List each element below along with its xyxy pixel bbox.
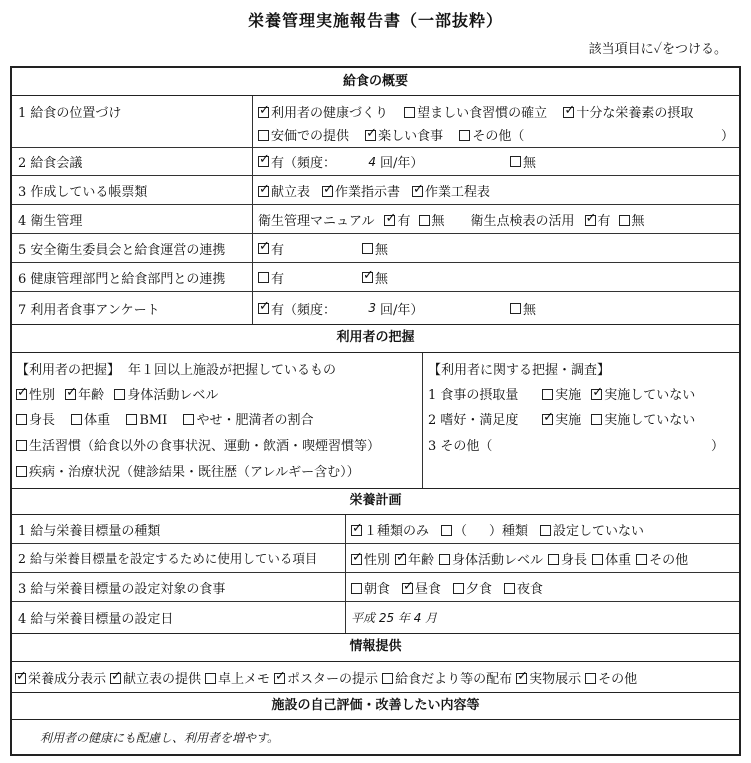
report-form <box>10 66 741 756</box>
option-not-set[interactable]: 設定していない <box>540 520 644 539</box>
row-label: 1 給食の位置づけ <box>12 96 253 147</box>
checkbox-checked[interactable] <box>258 303 269 314</box>
page-title: 栄養管理実施報告書（一部抜粋） <box>247 11 503 30</box>
row-kyushoku-health-dept: 6 健康管理部門と給食部門との連携 有 ✓ 無 <box>12 263 739 292</box>
meeting-count: 4 <box>368 154 377 169</box>
option-n-types[interactable]: （ ）種類 <box>441 520 528 539</box>
row-label: 1 給与栄養目標量の種類 <box>12 515 346 543</box>
checkbox[interactable] <box>636 554 647 565</box>
checkbox[interactable] <box>419 215 430 226</box>
survey-count: 3 <box>368 301 377 315</box>
option-habit[interactable]: 望ましい食習慣の確立 <box>404 102 547 121</box>
option-other[interactable]: その他 <box>585 668 637 687</box>
option-one-type[interactable]: ✓ １種類のみ <box>351 520 429 539</box>
checkbox[interactable] <box>540 525 551 536</box>
checkbox[interactable] <box>441 525 452 536</box>
option-sex[interactable]: ✓ 性別 <box>351 549 390 568</box>
row-kyushoku-forms <box>12 176 739 205</box>
option-breakfast[interactable]: 朝食 <box>351 578 390 597</box>
option-check-no[interactable]: 無 <box>619 210 645 229</box>
option-newsletter[interactable]: 給食だより等の配布 <box>382 668 512 687</box>
checkbox-checked[interactable] <box>362 272 373 283</box>
checkbox-checked[interactable] <box>274 673 285 684</box>
option-menu-provide[interactable]: ✓ 献立表の提供 <box>110 668 201 687</box>
checkbox[interactable] <box>459 130 470 141</box>
checkbox-checked[interactable] <box>258 107 269 118</box>
checkbox[interactable] <box>362 243 373 254</box>
option-cheap[interactable]: 安価での提供 <box>258 125 349 144</box>
checkbox[interactable] <box>16 466 27 477</box>
checkbox[interactable] <box>114 389 125 400</box>
checkbox[interactable] <box>351 583 362 594</box>
row-hyouka <box>12 720 739 754</box>
row-jouhou <box>12 662 739 692</box>
checkbox[interactable] <box>548 554 559 565</box>
checkbox[interactable] <box>510 156 521 167</box>
row-kyushoku-meeting: 2 給食会議 ✓ 有（頻度： 4 回/年） 無 <box>12 148 739 176</box>
checkbox-checked[interactable] <box>258 156 269 167</box>
row-kyushoku-safety: 5 安全衛生委員会と給食運営の連携 ✓ 有 無 <box>12 234 739 263</box>
checkbox-checked[interactable] <box>351 554 362 565</box>
checkbox-checked[interactable] <box>384 215 395 226</box>
checkbox[interactable] <box>183 414 194 425</box>
option-table-memo[interactable]: 卓上メモ <box>205 668 270 687</box>
checkbox-checked[interactable] <box>258 243 269 254</box>
checkbox-checked[interactable] <box>322 186 333 197</box>
self-evaluation-text: 利用者の健康にも配慮し、利用者を増やす。 <box>40 730 280 745</box>
section-header-eiyou: 栄養計画 <box>12 488 739 515</box>
option-pref-not[interactable]: 実施していない <box>591 409 695 428</box>
option-pref-done[interactable]: ✓ 実施 <box>542 409 581 428</box>
row-label: 2 給食会議 <box>12 148 253 175</box>
option-lifestyle[interactable]: 生活習慣（給食以外の食事状況、運動・飲酒・喫煙習慣等） <box>16 435 380 454</box>
checkbox[interactable] <box>619 215 630 226</box>
checkbox[interactable] <box>126 414 137 425</box>
checkbox[interactable] <box>585 673 596 684</box>
checkbox[interactable] <box>258 130 269 141</box>
row-label: 3 給与栄養目標量の設定対象の食事 <box>12 573 346 601</box>
right-heading: 【利用者に関する把握・調査】 <box>428 363 611 378</box>
checkbox[interactable] <box>542 389 553 400</box>
option-nutrients[interactable]: ✓ 十分な栄養素の摂取 <box>563 102 693 121</box>
checkbox[interactable] <box>591 414 602 425</box>
divider <box>422 353 423 488</box>
option-intake-not[interactable]: ✓ 実施していない <box>591 384 695 403</box>
option-work-process[interactable]: ✓ 作業工程表 <box>412 181 490 200</box>
option-activity[interactable]: 身体活動レベル <box>439 549 543 568</box>
checkbox-checked[interactable] <box>412 186 423 197</box>
row-label: 2 給与栄養目標量を設定するために使用している項目 <box>12 544 346 572</box>
checkbox-checked[interactable] <box>365 130 376 141</box>
option-lunch[interactable]: ✓ 昼食 <box>402 578 441 597</box>
option-age[interactable]: ✓ 年齢 <box>395 549 434 568</box>
checkbox-checked[interactable] <box>15 673 26 684</box>
row-label: 7 利用者食事アンケート <box>12 292 253 324</box>
option-activity[interactable]: 身体活動レベル <box>114 384 218 403</box>
section-header-kyushoku: 給食の概要 <box>12 68 739 96</box>
option-nutrition-label[interactable]: ✓栄養成分表示 <box>15 668 106 687</box>
checkbox-checked[interactable] <box>395 554 406 565</box>
row-kyushoku-survey: 7 利用者食事アンケート ✓ 有（頻度： 3 回/年） 無 <box>12 292 739 324</box>
checkbox-checked[interactable] <box>563 107 574 118</box>
checkbox[interactable] <box>453 583 464 594</box>
checkbox[interactable] <box>404 107 415 118</box>
checkbox-checked[interactable] <box>16 389 27 400</box>
option-display[interactable]: ✓ 実物展示 <box>516 668 581 687</box>
option-height[interactable]: 身長 <box>16 409 55 428</box>
setting-date: 平成 25 年 4 月 <box>351 611 438 625</box>
option-health[interactable]: ✓ 利用者の健康づくり <box>258 102 388 121</box>
checkbox[interactable] <box>504 583 515 594</box>
row-kyushoku-position <box>12 96 739 148</box>
option-bmi[interactable]: BMI <box>126 413 167 428</box>
checkbox[interactable] <box>16 414 27 425</box>
option-other[interactable]: その他 <box>636 549 688 568</box>
checkbox[interactable] <box>510 303 521 314</box>
row-label: 4 給与栄養目標量の設定日 <box>12 602 346 633</box>
option-other[interactable]: その他（ <box>459 125 524 144</box>
checkbox-checked[interactable] <box>258 186 269 197</box>
paren-close: ） <box>720 129 734 144</box>
option-height[interactable]: 身長 <box>548 549 587 568</box>
riyousha-block: 【利用者の把握】 年１回以上施設が把握しているもの ✓性別 ✓ 年齢 身体活動レベル 身長 体重 BMI やせ・肥満者の割合 生活習慣（給食以外の食事状況、運動・飲酒・喫煙習慣等） 疾病・治療状況（健診結果・既往歴（アレルギー含む）） 【利用者に関する把握・調査】 1 食事の摂取量 実施 ✓ 実施していない 2 嗜好・満足度 ✓ 実施 実施していない 3 その他（ ） <box>12 353 739 488</box>
option-weight[interactable]: 体重 <box>71 409 110 428</box>
section-header-jouhou: 情報提供 <box>12 633 739 662</box>
option-night[interactable]: 夜食 <box>504 578 543 597</box>
option-intake-done[interactable]: 実施 <box>542 384 581 403</box>
checkbox[interactable] <box>205 673 216 684</box>
row-label: 5 安全衛生委員会と給食運営の連携 <box>12 234 253 262</box>
checkbox-checked[interactable] <box>585 215 596 226</box>
option-manual-yes[interactable]: ✓ 有 <box>384 210 410 229</box>
row-label: 4 衛生管理 <box>12 205 253 233</box>
checkbox-checked[interactable] <box>402 583 413 594</box>
checkbox-checked[interactable] <box>65 389 76 400</box>
option-sex[interactable]: ✓性別 <box>16 384 55 403</box>
checkbox-checked[interactable] <box>351 525 362 536</box>
checkbox[interactable] <box>382 673 393 684</box>
option-dinner[interactable]: 夕食 <box>453 578 492 597</box>
row-eiyou-meals <box>12 573 739 602</box>
checkbox-checked[interactable] <box>110 673 121 684</box>
checkbox-checked[interactable] <box>542 414 553 425</box>
row-eiyou-types <box>12 515 739 544</box>
checkbox[interactable] <box>16 440 27 451</box>
row-eiyou-items <box>12 544 739 573</box>
option-poster[interactable]: ✓ ポスターの提示 <box>274 668 378 687</box>
row-label: 3 作成している帳票類 <box>12 176 253 204</box>
option-obesity[interactable]: やせ・肥満者の割合 <box>183 409 313 428</box>
instruction-note: 該当項目に✓をつける。 <box>588 42 727 57</box>
option-menu[interactable]: ✓ 献立表 <box>258 181 310 200</box>
option-age[interactable]: ✓ 年齢 <box>65 384 104 403</box>
section-header-riyousha: 利用者の把握 <box>12 324 739 353</box>
option-disease[interactable]: 疾病・治療状況（健診結果・既往歴（アレルギー含む）） <box>16 461 360 480</box>
row-eiyou-date <box>12 602 739 633</box>
checkbox[interactable] <box>592 554 603 565</box>
checkbox[interactable] <box>439 554 450 565</box>
checkbox-checked[interactable] <box>516 673 527 684</box>
row-kyushoku-hygiene: 4 衛生管理 衛生管理マニュアル ✓ 有 無 衛生点検表の活用 ✓ 有 無 <box>12 205 739 234</box>
option-weight[interactable]: 体重 <box>592 549 631 568</box>
option-work-instruction[interactable]: ✓ 作業指示書 <box>322 181 400 200</box>
checkbox-checked[interactable] <box>591 389 602 400</box>
option-manual-no[interactable]: 無 <box>419 210 445 229</box>
option-enjoy[interactable]: ✓ 楽しい食事 <box>365 125 443 144</box>
checkbox[interactable] <box>71 414 82 425</box>
section-header-hyouka: 施設の自己評価・改善したい内容等 <box>12 692 739 720</box>
checkbox[interactable] <box>258 272 269 283</box>
option-check-yes[interactable]: ✓ 有 <box>585 210 611 229</box>
row-label: 6 健康管理部門と給食部門との連携 <box>12 263 253 291</box>
